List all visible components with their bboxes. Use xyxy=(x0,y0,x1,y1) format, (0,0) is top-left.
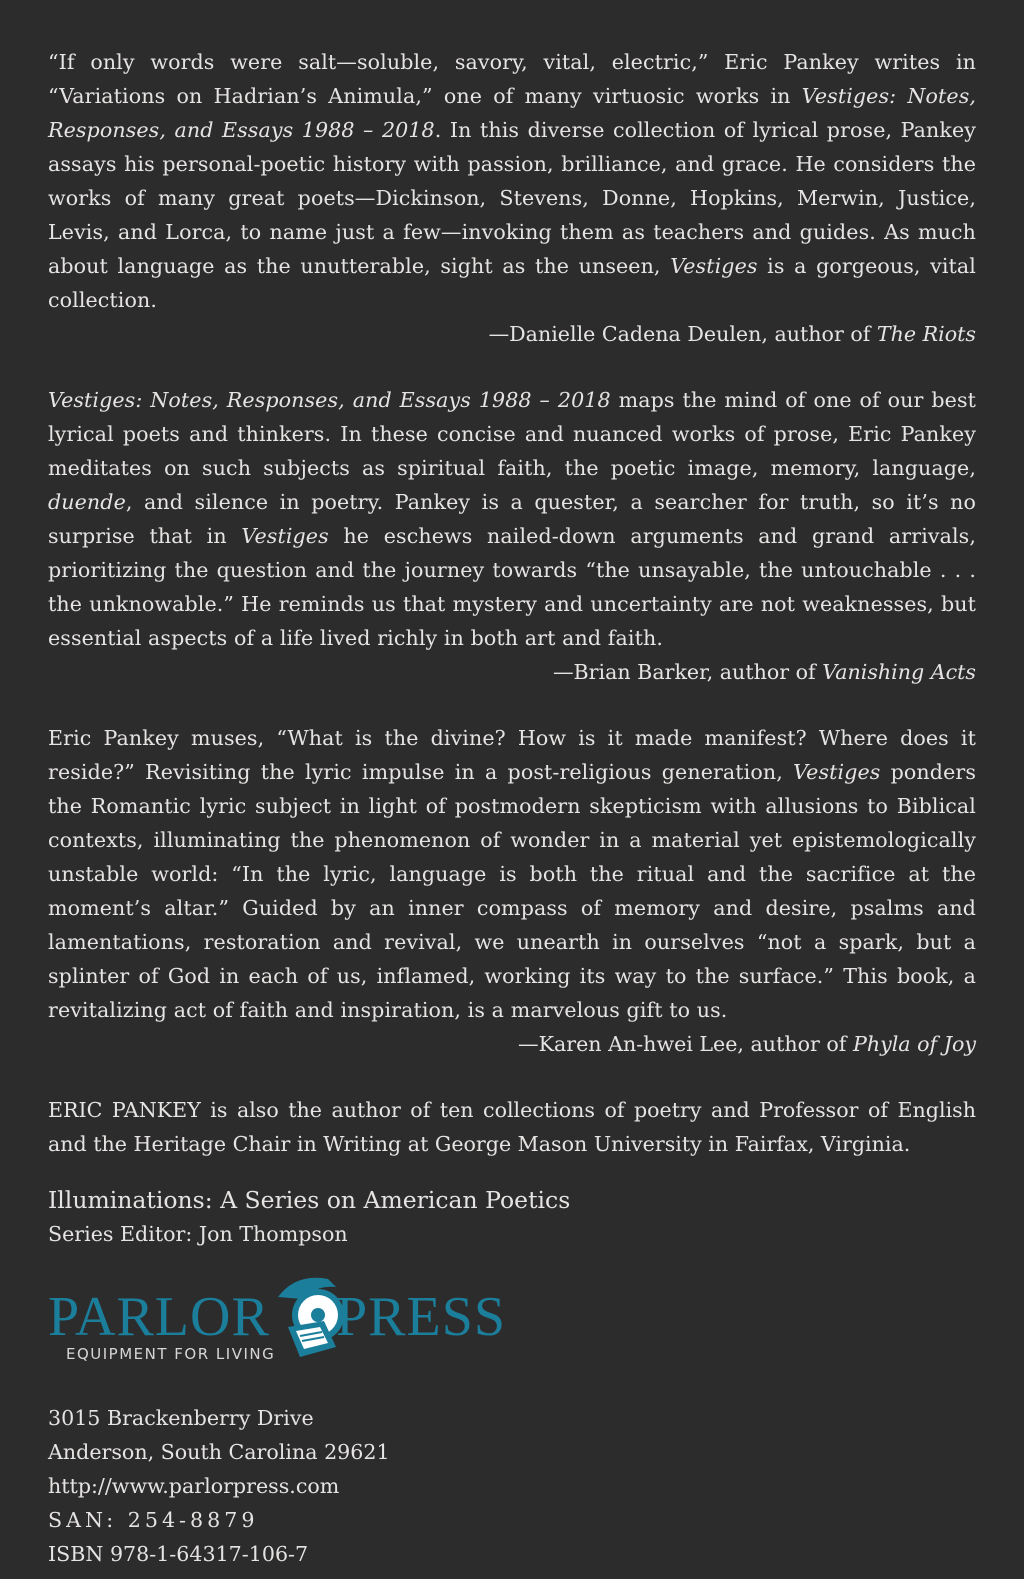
blurb-deulen xyxy=(48,45,976,351)
blurb-attribution: —Karen An-hwei Lee, author of Phyla of Joy xyxy=(517,1032,976,1056)
blurb-text: Vestiges: Notes, Responses, and Essays 1988 – 2018 maps the mind of one of our best lyrical poets and thinkers. In these concise and nuanced works of prose, Eric Pankey meditates on such subjects as spiritual faith, the poetic image, memory, language, duende, and silence in poetry. Pankey is a quester, a searcher for truth, so it’s no surprise that in Vestiges he eschews nailed-down arguments and grand arrivals, prioritizing the question and the journey towards “the unsayable, the untouchable . . . the unknowable.” He reminds us that mystery and uncertainty are not weaknesses, but essential aspects of a life lived richly in both art and faith. xyxy=(48,388,977,650)
series-title: Illuminations: A Series on American Poetics xyxy=(48,1186,571,1214)
book-title: The Riots xyxy=(876,322,976,346)
blurb-attribution: —Danielle Cadena Deulen, author of The Riots xyxy=(488,322,976,346)
blurb-text: Eric Pankey muses, “What is the divine? How is it made manifest? Where does it reside?” Revisiting the lyric impulse in a post-religious generation, Vestiges ponders the Romantic lyric subject in light of postmodern skepticism with allusions to Biblical contexts, illuminating the phenomenon of wonder in a material yet epistemologically unstable world: “In the lyric, language is both the ritual and the sacrifice at the moment’s altar.” Guided by an inner compass of memory and desire, psalms and lamentations, restoration and revival, we unearth in ourselves “not a spark, but a splinter of God in each of us, inflamed, working its way to the surface.” This book, a revitalizing act of faith and inspiration, is a marvelous gift to us. xyxy=(48,726,976,1022)
blurb-attribution: —Brian Barker, author of Vanishing Acts xyxy=(552,660,976,684)
logo-word-right: PRESS xyxy=(336,1286,506,1348)
book-title: Phyla of Joy xyxy=(852,1032,976,1056)
blurb-text: “If only words were salt—soluble, savory, vital, electric,” Eric Pankey writes in “Variations on Hadrian’s Animula,” one of many virtuosic works in Vestiges: Notes, Responses, and Essays 1988 – 2018. In this diverse collection of lyrical prose, Pankey assays his personal-poetic history with passion, brilliance, and grace. He considers the works of many great poets—Dickinson, Stevens, Donne, Hopkins, Merwin, Justice, Levis, and Lorca, to name just a few—invoking them as teachers and guides. As much about language as the unutterable, sight as the unseen, Vestiges is a gorgeous, vital collection. xyxy=(48,50,977,312)
isbn-number: ISBN 978-1-64317-106-7 xyxy=(48,1542,309,1566)
san-number: SAN: 254-8879 xyxy=(48,1508,259,1532)
logo-word-left: PARLOR xyxy=(48,1286,270,1348)
address-street: 3015 Brackenberry Drive xyxy=(48,1406,314,1430)
author-bio: ERIC PANKEY is also the author of ten collections of poetry and Professor of English and the Heritage Chair in Writing at George Mason University in Fairfax, Virginia. xyxy=(48,1098,976,1156)
address-city: Anderson, South Carolina 29621 xyxy=(48,1440,390,1464)
series-info xyxy=(48,1183,976,1251)
blurb-barker xyxy=(48,383,976,689)
logo-tagline: EQUIPMENT FOR LIVING xyxy=(66,1345,276,1363)
blurb-lee xyxy=(48,721,976,1061)
publisher-address xyxy=(48,1401,976,1571)
series-editor: Series Editor: Jon Thompson xyxy=(48,1222,348,1246)
publisher-logo xyxy=(48,1275,508,1371)
book-title: Vanishing Acts xyxy=(822,660,976,684)
publisher-url: http://www.parlorpress.com xyxy=(48,1474,340,1498)
